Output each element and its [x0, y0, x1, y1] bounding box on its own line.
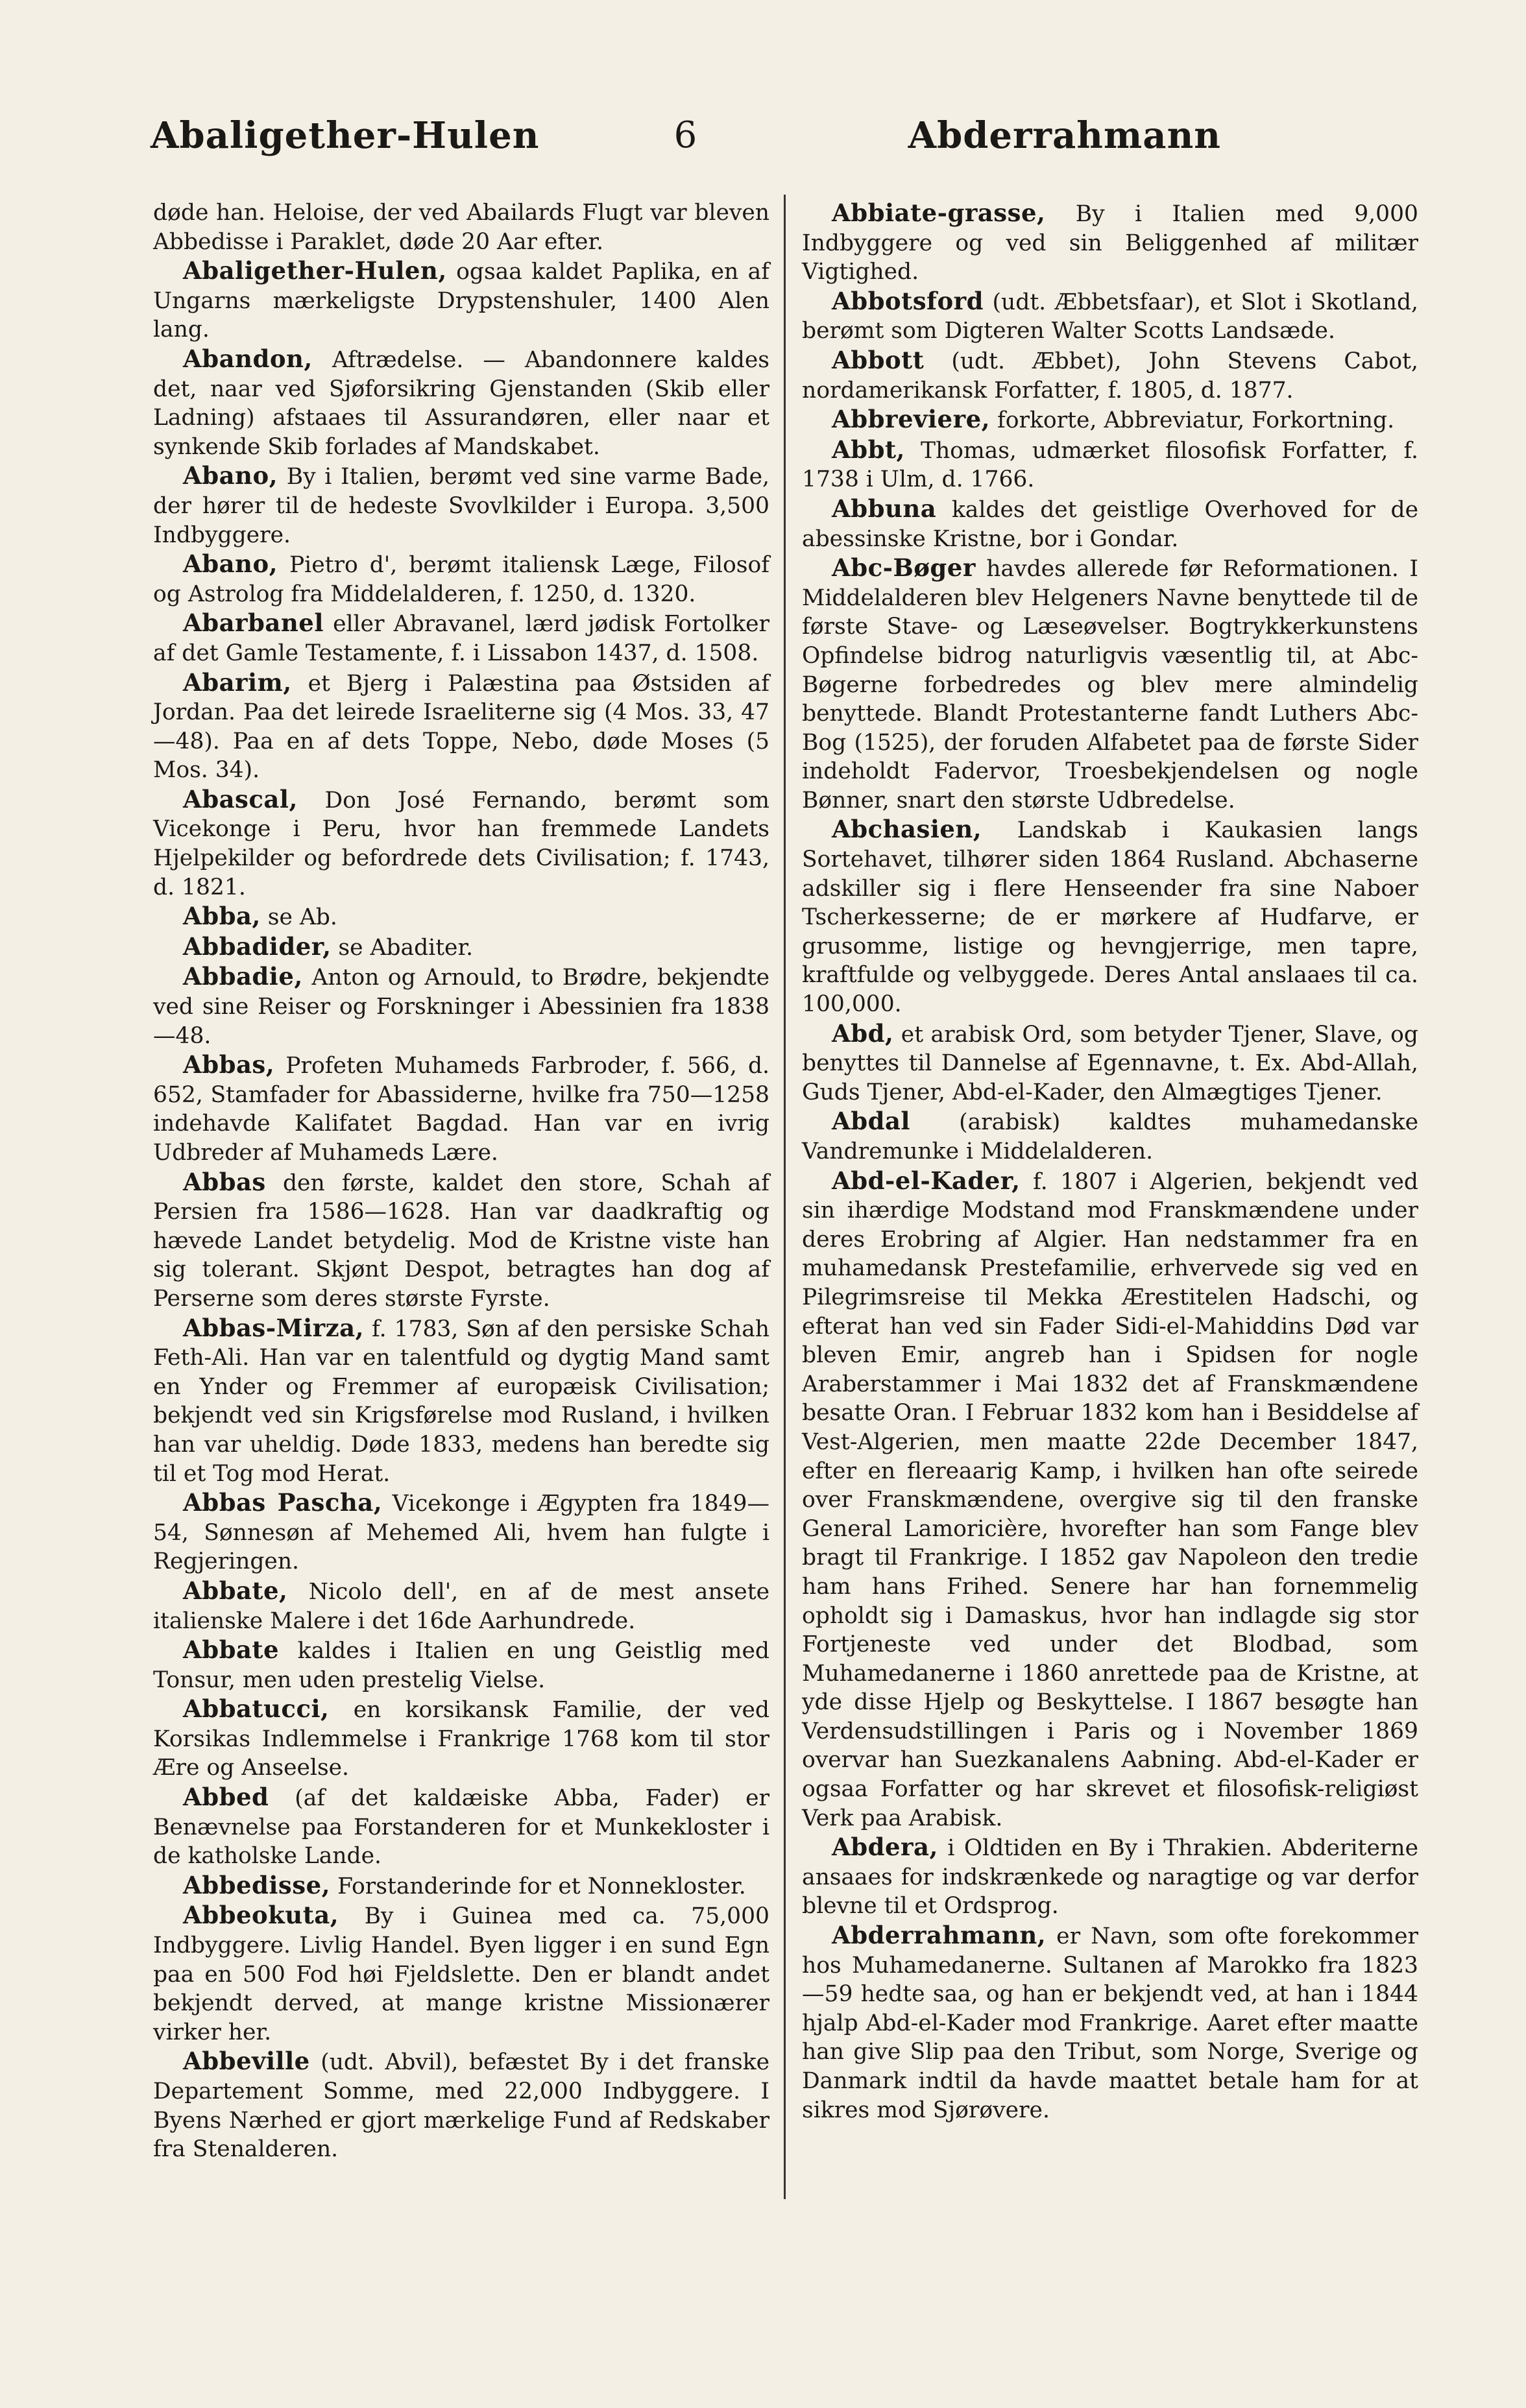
entry-headword: Abarbanel [183, 608, 324, 638]
entry-headword: Abbreviere, [832, 405, 990, 434]
entry-definition: Anton og Arnould, to Brødre, bekjendte ved sine Reiser og Forskninger i Abessinien fra 1838—48. [153, 965, 769, 1049]
entry-definition: Landskab i Kaukasien langs Sortehavet, tilhører siden 1864 Rusland. Abchaserne adskiller sig i flere Henseender fra sine Naboer Tscherkesserne; de er mørkere af Hudfarve, er grusomme, listige og hevngjerrige, men tapre, kraftfulde og velbyggede. Deres Antal anslaaes til ca. 100,000. [802, 817, 1418, 1018]
entry-headword: Abderrahmann, [832, 1921, 1047, 1950]
dictionary-entry [802, 1921, 1418, 2125]
entry-definition: (udt. Æbbet), John Stevens Cabot, nordamerikansk Forfatter, f. 1805, d. 1877. [802, 348, 1418, 403]
header-left-catchword: Abaligether-Hulen [151, 114, 540, 157]
dictionary-entry [153, 344, 769, 461]
entry-definition: eller Abravanel, lærd jødisk Fortolker af det Gamle Testamente, f. i Lissabon 1437, d. 1508. [153, 611, 769, 666]
page-header [151, 114, 1221, 173]
entry-headword: Abano, [183, 461, 278, 490]
entry-headword: Abbt, [832, 435, 905, 464]
left-column [153, 199, 769, 2164]
dictionary-entry [802, 1019, 1418, 1107]
dictionary-entry [153, 785, 769, 902]
entry-headword: Abaligether-Hulen, [183, 256, 447, 285]
dictionary-entry [802, 199, 1418, 287]
dictionary-entry [153, 608, 769, 668]
entry-headword: Abascal, [183, 784, 298, 813]
entry-headword: Abbas-Mirza, [183, 1313, 364, 1342]
entry-definition: (udt. Æbbetsfaar), et Slot i Skotland, berømt som Digteren Walter Scotts Landsæde. [802, 289, 1418, 344]
entry-headword: Abbuna [832, 494, 937, 523]
dictionary-entry [153, 668, 769, 785]
entry-definition: se Ab. [260, 904, 337, 931]
dictionary-entry [153, 2047, 769, 2163]
dictionary-entry [153, 1488, 769, 1576]
entry-headword: Abc-Bøger [832, 553, 976, 583]
dictionary-entry [153, 1576, 769, 1635]
dictionary-entry [802, 1107, 1418, 1166]
dictionary-entry [153, 962, 769, 1050]
entry-definition: Forstanderinde for et Nonnekloster. [330, 1873, 746, 1899]
entry-definition: By i Italien, berømt ved sine varme Bade, der hører til de hedeste Svovlkilder i Europa. 3,500 Indbyggere. [153, 464, 769, 548]
dictionary-entry [802, 815, 1418, 1018]
entry-definition: Nicolo dell', en af de mest ansete italienske Malere i det 16de Aarhundrede. [153, 1578, 769, 1634]
entry-headword: Abba, [183, 902, 261, 931]
right-column [802, 199, 1418, 2125]
entry-headword: Abbadider, [183, 932, 332, 961]
entry-definition: den første, kaldet den store, Schah af Persien fra 1586—1628. Han var daadkraftig og hævede Landet betydelig. Mod de Kristne viste han sig tolerant. Skjønt Despot, betragtes han dog af Perserne som deres største Fyrste. [153, 1170, 769, 1312]
entry-definition: Pietro d', berømt italiensk Læge, Filosof og Astrolog fra Middelalderen, f. 1250, d. 1320. [153, 552, 769, 607]
entry-definition: Thomas, udmærket filosofisk Forfatter, f. 1738 i Ulm, d. 1766. [802, 437, 1418, 493]
dictionary-entry [153, 1050, 769, 1167]
entry-headword: Abbatucci, [183, 1694, 330, 1724]
entry-definition: By i Italien med 9,000 Indbyggere og ved sin Beliggenhed af militær Vigtighed. [802, 201, 1418, 285]
entry-headword: Abbas Pascha, [183, 1488, 383, 1517]
entry-headword: Abd, [832, 1018, 894, 1048]
dictionary-entry [153, 1635, 769, 1694]
entry-headword: Abbeokuta, [183, 1901, 339, 1930]
dictionary-entry [802, 494, 1418, 553]
entry-headword: Abbas, [183, 1050, 275, 1079]
dictionary-entry [802, 553, 1418, 815]
entry-headword: Abbedisse, [183, 1870, 330, 1899]
entry-definition: havdes allerede før Reformationen. I Middelalderen blev Helgeners Navne benyttede til de første Stave- og Læseøvelser. Bogtrykkerkunstens Opfindelse bidrog naturligvis væsentlig til, at Abc-Bøgerne forbedredes og blev mere almindelig benyttede. Blandt Protestanterne fandt Luthers Abc-Bog (1525), der foruden Alfabetet paa de første Sider indeholdt Fadervor, Troesbekjendelsen og nogle Bønner, snart den største Udbredelse. [802, 556, 1418, 813]
entry-definition: i Oldtiden en By i Thrakien. Abderiterne ansaaes for indskrænkede og naragtige og var derfor blevne til et Ordsprog. [802, 1835, 1418, 1920]
dictionary-entry [802, 1166, 1418, 1833]
entry-headword: Abbadie, [183, 962, 303, 991]
entry-headword: Abbiate-grasse, [832, 199, 1046, 227]
dictionary-entry [153, 256, 769, 344]
entry-headword: Abbed [183, 1783, 269, 1812]
dictionary-entry [153, 902, 769, 932]
entry-headword: Abbott [832, 345, 925, 374]
header-right-catchword: Abderrahmann [908, 114, 1221, 157]
dictionary-entry [802, 435, 1418, 494]
dictionary-entry [153, 549, 769, 608]
dictionary-entry [153, 1901, 769, 2047]
entry-definition: forkorte, Abbreviatur, Forkortning. [990, 407, 1395, 434]
entry-definition: By i Guinea med ca. 75,000 Indbyggere. Livlig Handel. Byen ligger i en sund Egn paa en 500 Fod høi Fjeldslette. Den er blandt andet bekjendt derved, at mange kristne Missionærer virker her. [153, 1903, 769, 2045]
entry-headword: Abbate, [183, 1576, 288, 1605]
entry-definition: Don José Fernando, berømt som Vicekonge i Peru, hvor han fremmede Landets Hjelpekilder og befordrede dets Civilisation; f. 1743, d. 1821. [153, 787, 769, 900]
entry-headword: Abd-el-Kader, [832, 1166, 1021, 1195]
entry-definition: f. 1783, Søn af den persiske Schah Feth-Ali. Han var en talentfuld og dygtig Mand samt en Ynder og Fremmer af europæisk Civilisation; bekjendt ved sin Krigsførelse mod Rusland, i hvilken han var uheldig. Døde 1833, medens han beredte sig til et Tog mod Herat. [153, 1316, 769, 1487]
entry-headword: Abbas [183, 1167, 266, 1196]
entry-definition: Aftrædelse. — Abandonnere kaldes det, naar ved Sjøforsikring Gjenstanden (Skib eller Ladning) afstaaes til Assurandøren, eller naar et synkende Skib forlades af Mandskabet. [153, 346, 769, 460]
dictionary-entry [802, 1833, 1418, 1921]
dictionary-entry [802, 287, 1418, 346]
entry-definition: er Navn, som ofte forekommer hos Muhamedanerne. Sultanen af Marokko fra 1823—59 hedte saa, og han er bekjendt ved, at han i 1844 hjalp Abd-el-Kader mod Frankrige. Aaret efter maatte han give Slip paa den Tribut, som Norge, Sverige og Danmark indtil da havde maattet betale ham for at sikres mod Sjørøvere. [802, 1923, 1418, 2123]
entry-definition: kaldes i Italien en ung Geistlig med Tonsur, men uden prestelig Vielse. [153, 1638, 769, 1693]
entry-definition: et Bjerg i Palæstina paa Østsiden af Jordan. Paa det leirede Israeliterne sig (4 Mos. 33, 47—48). Paa en af dets Toppe, Nebo, døde Moses (5 Mos. 34). [153, 670, 769, 784]
entry-headword: Abdera, [832, 1833, 938, 1862]
entry-definition: Profeten Muhameds Farbroder, f. 566, d. 652, Stamfader for Abassiderne, hvilke fra 750—1258 indehavde Kalifatet Bagdad. Han var en ivrig Udbreder af Muhameds Lære. [153, 1053, 769, 1166]
entry-definition: et arabisk Ord, som betyder Tjener, Slave, og benyttes til Dannelse af Egennavne, t. Ex. Abd-Allah, Guds Tjener, Abd-el-Kader, den Almægtiges Tjener. [802, 1021, 1418, 1105]
entry-headword: Abbate [183, 1635, 280, 1665]
entry-definition: f. 1807 i Algerien, bekjendt ved sin ihærdige Modstand mod Franskmændene under deres Erobring af Algier. Han nedstammer fra en muhamedansk Prestefamilie, erhvervede sig ved en Pilegrimsreise til Mekka Ærestitelen Hadschi, og efterat han ved sin Fader Sidi-el-Mahiddins Død var bleven Emir, angreb han i Spidsen for nogle Araberstammer i Mai 1832 det af Franskmændene besatte Oran. I Februar 1832 kom han i Besiddelse af Vest-Algerien, men maatte 22de December 1847, efter en flereaarig Kamp, i hvilken han ofte seirede over Franskmændene, overgive sig til den franske General Lamoricière, hvorefter han som Fange blev bragt til Frankrige. I 1852 gav Napoleon den tredie ham hans Frihed. Senere har han fornemmelig opholdt sig i Damaskus, hvor han indlagde sig stor Fortjeneste ved under det Blodbad, som Muhamedanerne i 1860 anrettede paa de Kristne, at yde disse Hjelp og Beskyttelse. I 1867 besøgte han Verdensudstillingen i Paris og i November 1869 overvar han Suezkanalens Aabning. Abd-el-Kader er ogsaa Forfatter og har skrevet et filosofisk-religiøst Verk paa Arabisk. [802, 1168, 1418, 1831]
entry-definition: en korsikansk Familie, der ved Korsikas Indlemmelse i Frankrige 1768 kom til stor Ære og Anseelse. [153, 1697, 769, 1781]
dictionary-entry [153, 199, 769, 256]
entry-headword: Abbotsford [832, 286, 984, 315]
dictionary-entry [153, 1168, 769, 1314]
entry-definition: (udt. Abvil), befæstet By i det franske Departement Somme, med 22,000 Indbyggere. I Byens Nærhed er gjort mærkelige Fund af Redskaber fra Stenalderen. [153, 2049, 769, 2163]
entry-definition: se Abaditer. [331, 934, 474, 961]
entry-definition: Vicekonge i Ægypten fra 1849—54, Sønnesøn af Mehemed Ali, hvem han fulgte i Regjeringen. [153, 1491, 769, 1575]
dictionary-entry [153, 1783, 769, 1871]
column-divider [784, 195, 786, 2199]
entry-headword: Abbeville [183, 2047, 310, 2076]
entry-headword: Abdal [832, 1107, 910, 1136]
dictionary-entry [153, 932, 769, 963]
entry-definition: (af det kaldæiske Abba, Fader) er Benævnelse paa Forstanderen for et Munkekloster i de katholske Lande. [153, 1785, 769, 1870]
dictionary-entry [802, 405, 1418, 435]
entry-headword: Abandon, [183, 344, 313, 373]
entry-definition: døde han. Heloise, der ved Abailards Flugt var bleven Abbedisse i Paraklet, døde 20 Aar efter. [153, 200, 769, 255]
entry-definition: kaldes det geistlige Overhoved for de abessinske Kristne, bor i Gondar. [802, 496, 1418, 552]
dictionary-entry [153, 461, 769, 549]
entry-definition: (arabisk) kaldtes muhamedanske Vandremunke i Middelalderen. [802, 1109, 1418, 1164]
page-number: 6 [673, 114, 698, 156]
dictionary-entry [153, 1694, 769, 1783]
entry-headword: Abano, [183, 549, 278, 579]
entry-definition: ogsaa kaldet Paplika, en af Ungarns mærkeligste Drypstenshuler, 1400 Alen lang. [153, 259, 769, 343]
dictionary-entry [153, 1871, 769, 1901]
dictionary-entry [153, 1314, 769, 1489]
dictionary-entry [802, 346, 1418, 405]
entry-headword: Abchasien, [832, 815, 982, 844]
entry-headword: Abarim, [183, 668, 292, 697]
